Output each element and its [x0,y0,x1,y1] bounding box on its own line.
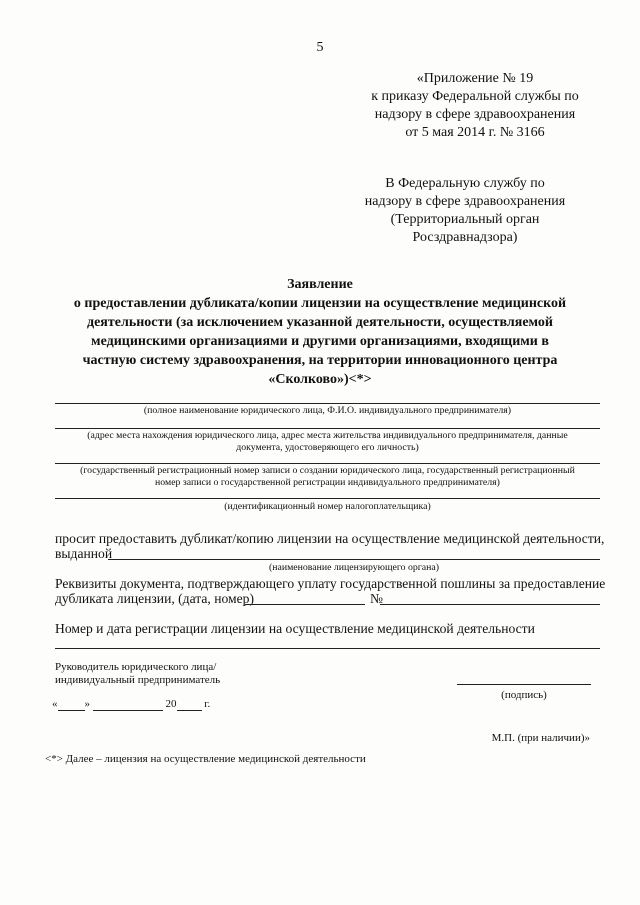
appendix-reference [360,70,590,142]
title-line: деятельности (за исключением указанной деятельности, осуществляемой [87,315,553,330]
title-heading: Заявление [287,277,353,292]
date-month-field[interactable] [93,697,163,711]
appendix-line: к приказу Федеральной службы по [371,89,579,104]
fee-text: Реквизиты документа, подтверждающего уплату государственной пошлины за предоставление [55,576,606,591]
fee-date-label: дубликата лицензии, (дата, номер) [55,591,254,606]
address-caption [55,430,600,454]
license-registration-line[interactable] [55,648,600,649]
applicant-name-line[interactable] [55,403,600,404]
title-line: о предоставлении дубликата/копии лицензии на осуществление медицинской [73,296,567,311]
addressee-line: Росздравнадзора) [412,230,518,245]
inn-line[interactable] [55,498,600,499]
title-line: медицинскими организациями и другими организациями, входящими в [91,334,549,349]
address-line[interactable] [55,428,600,429]
registration-caption-line: (государственный регистрационный номер записи о создании юридического лица, государственный регистрационный [80,465,575,476]
addressee-block [360,175,570,247]
issued-by-label: выданной [55,546,113,561]
head-title-line: Руководитель юридического лица/ [55,661,217,673]
inn-caption: (идентификационный номер налогоплательщика) [224,501,431,512]
date-year-prefix: 20 [165,698,177,710]
appendix-line: от 5 мая 2014 г. № 3166 [405,125,545,140]
registration-caption-line: номер записи о государственной регистрации индивидуального предпринимателя) [155,477,500,488]
date-close-quote: » [84,698,90,710]
date-year-suffix: г. [204,698,211,710]
license-registration-label: Номер и дата регистрации лицензии на осуществление медицинской деятельности [55,621,535,636]
fee-date-line[interactable] [245,604,365,605]
date-year-field[interactable] [177,697,202,711]
signature-caption: (подпись) [501,689,547,701]
appendix-line: надзору в сфере здравоохранения [374,107,576,122]
applicant-name-caption: (полное наименование юридического лица, Ф.И.О. индивидуального предпринимателя) [143,405,512,416]
head-title-line: индивидуальный предприниматель [55,674,221,686]
addressee-line: (Территориальный орган [390,212,540,227]
footnote: <*> Далее – лицензия на осуществление медицинской деятельности [45,753,366,765]
address-caption-line: документа, удостоверяющего его личность) [236,442,419,453]
issuer-caption: (наименование лицензирующего органа) [268,562,439,573]
registration-caption [55,465,600,489]
stamp-note: М.П. (при наличии)» [491,732,590,744]
address-caption-line: (адрес места нахождения юридического лица, адрес места жительства индивидуального предпринимателя, данные [87,430,568,441]
title-line: «Сколково»)<*> [268,372,372,387]
signature-line[interactable] [457,684,591,685]
fee-number-line[interactable] [380,604,600,605]
addressee-line: В Федеральную службу по [385,176,545,191]
number-sign: № [370,591,383,606]
date-open-quote: « [52,698,58,710]
signature-date [52,697,210,711]
page-number: 5 [316,40,324,55]
registration-number-line[interactable] [55,463,600,464]
request-text: просит предоставить дубликат/копию лицензии на осуществление медицинской деятельности, [55,531,605,546]
title-line: частную систему здравоохранения, на территории инновационного центра [82,353,558,368]
issuer-line[interactable] [108,559,600,560]
document-title [50,275,590,389]
date-day-field[interactable] [58,697,85,711]
addressee-line: надзору в сфере здравоохранения [364,194,566,209]
appendix-line: «Приложение № 19 [416,71,534,86]
